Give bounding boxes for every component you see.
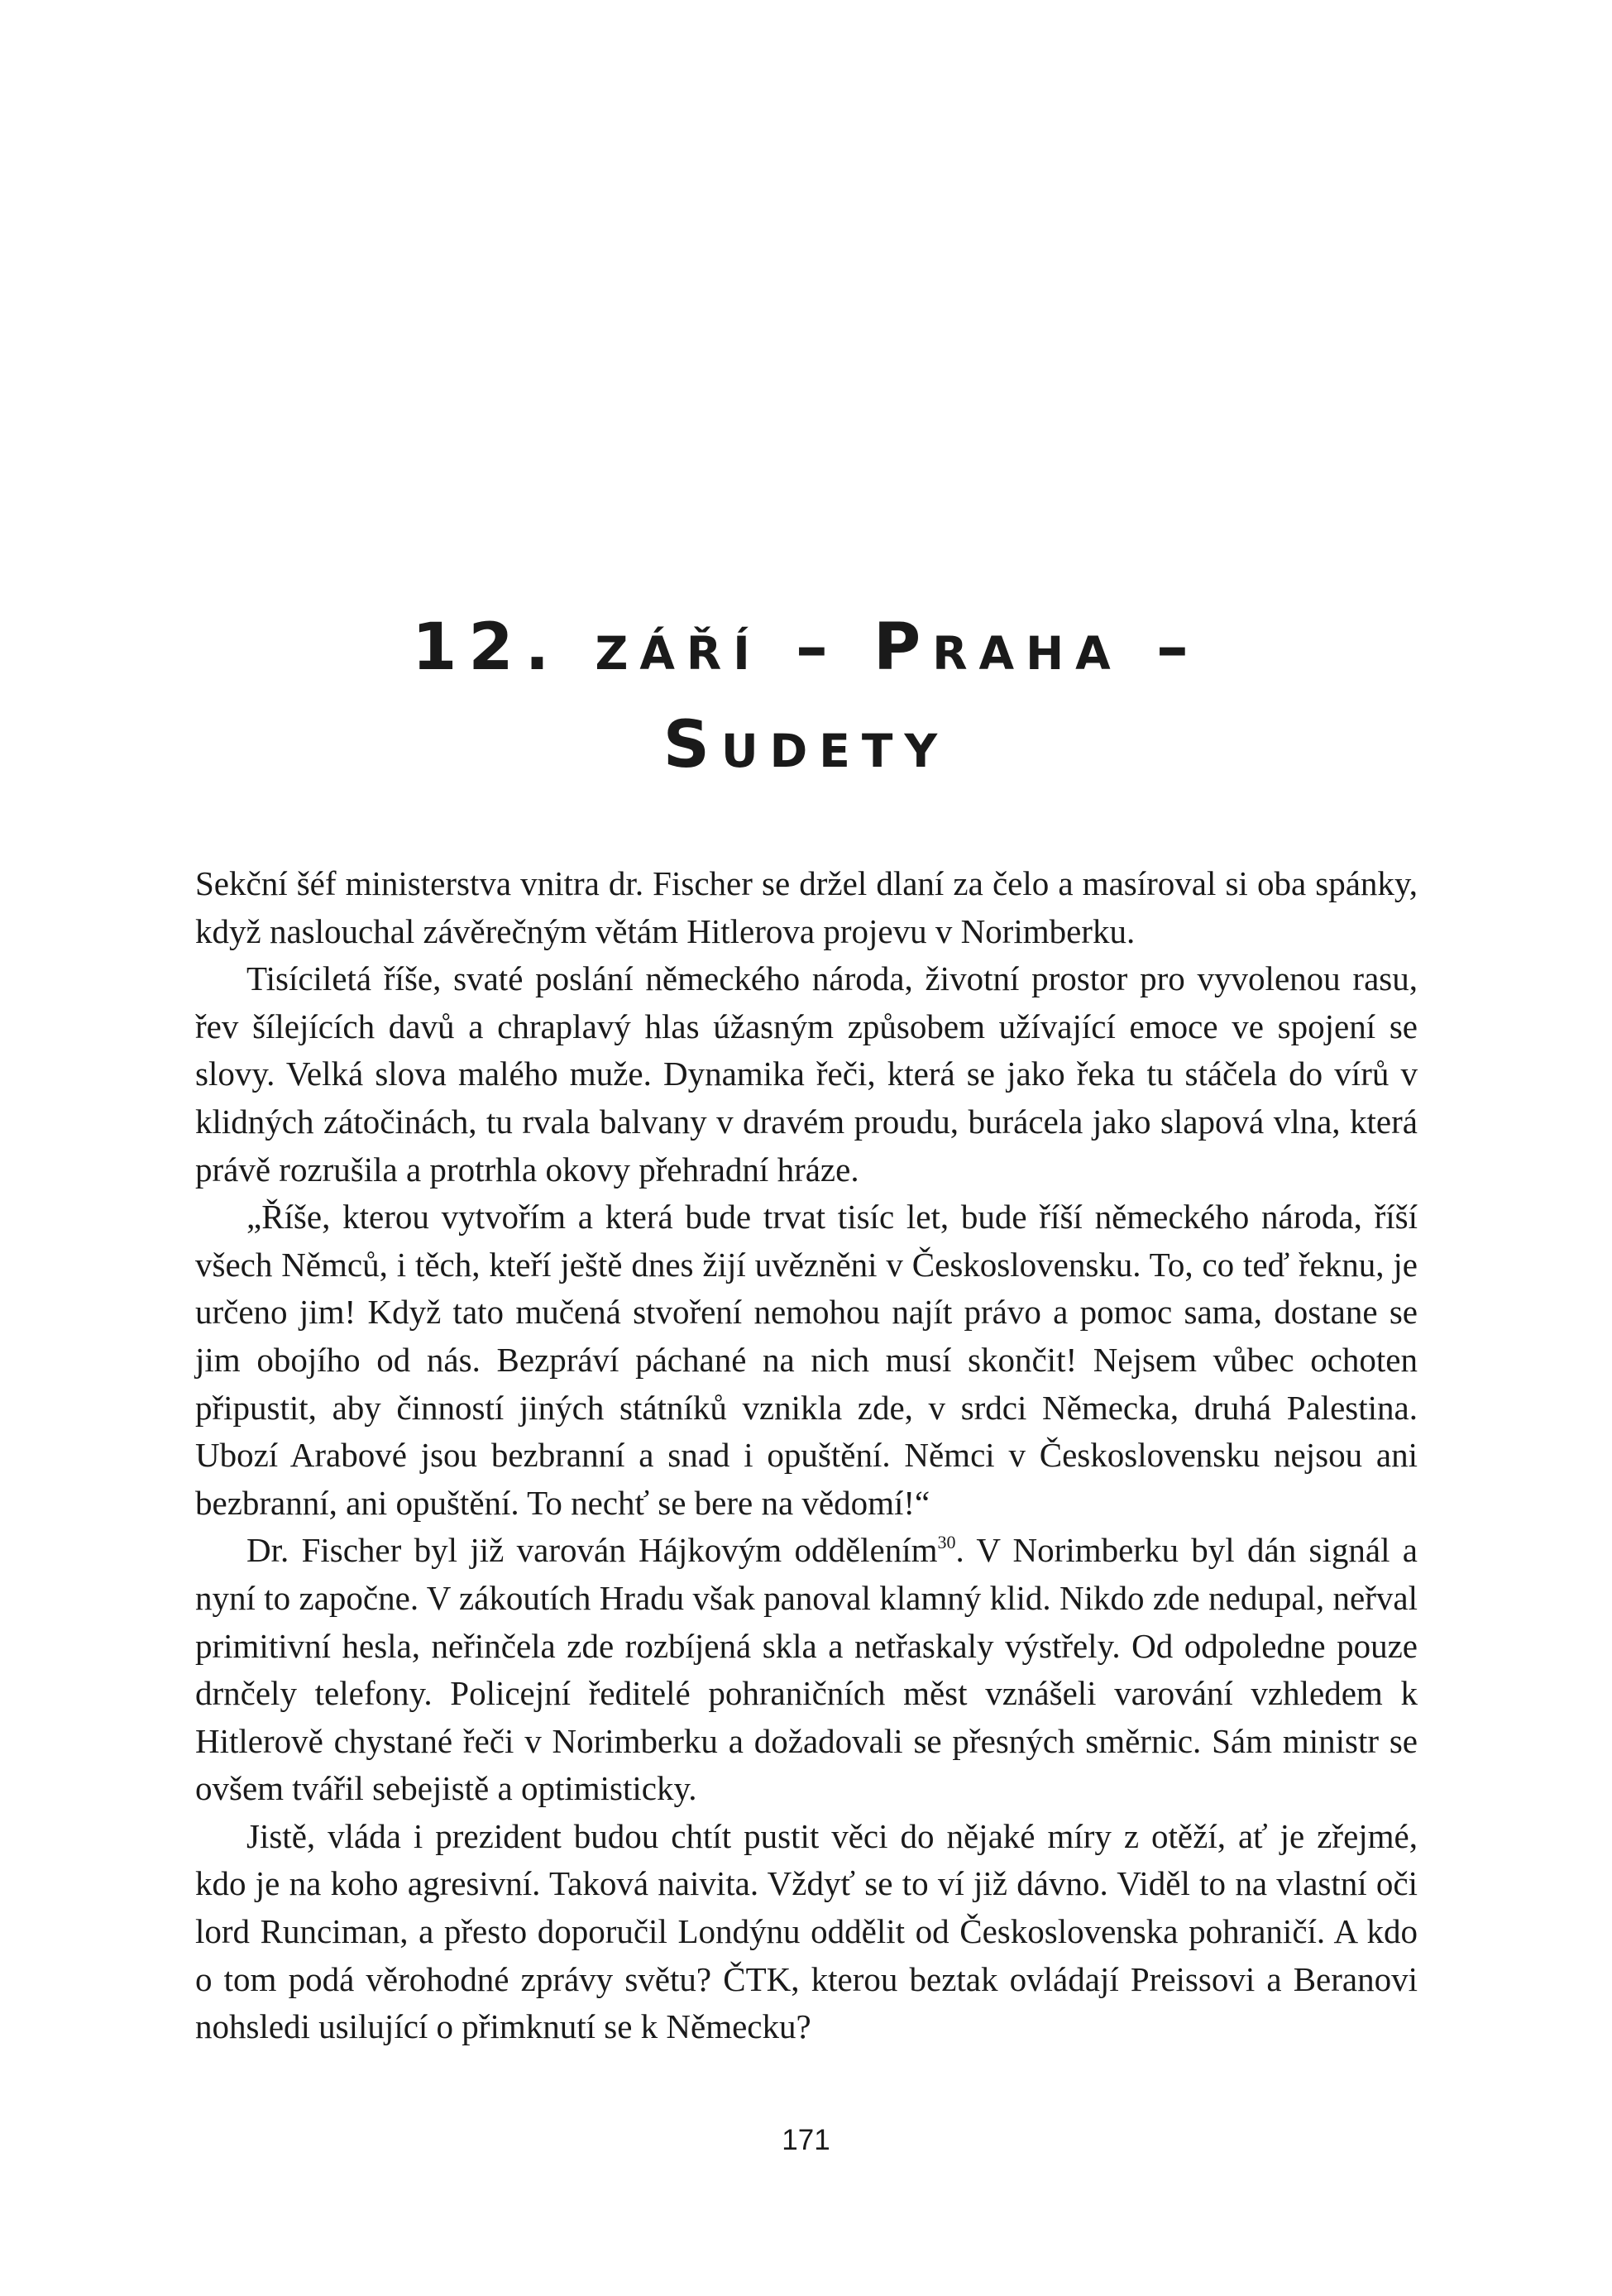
paragraph-1: Sekční šéf ministerstva vnitra dr. Fischer se držel dlaní za čelo a masíroval si oba spánky, když naslouchal závěrečným větám Hitlerova projevu v Norimberku.: [195, 864, 1418, 950]
footnote-reference[interactable]: 30: [937, 1532, 956, 1553]
chapter-title-line-2: Sudety: [662, 708, 950, 783]
chapter-title: [0, 599, 1612, 794]
paragraph-5: Jistě, vláda i prezident budou chtít pustit věci do nějaké míry z otěží, ať je zřejmé, kdo je na koho agresivní. Taková naivita. Vždyť se to ví již dávno. Viděl to na vlastní oči lord Runciman, a přesto doporučil Londýnu oddělit od Československa pohraničí. A kdo o tom podá věrohodné zprávy světu? ČTK, kterou beztak ovládají Preissovi a Beranovi nohsledi usilující o přimknutí se k Německu?: [195, 1816, 1418, 2046]
paragraph-2: Tisíciletá říše, svaté poslání německého národa, životní prostor pro vyvolenou rasu, řev šílejících davů a chraplavý hlas úžasným způsobem užívající emoce ve spojení se slovy. Velká slova malého muže. Dynamika řeči, která se jako řeka tu stáčela do vírů v klidných zátočinách, tu rvala balvany v dravém proudu, burácela jako slapová vlna, která právě rozrušila a protrhla okovy přehradní hráze.: [195, 959, 1418, 1189]
paragraph-4-text-before: Dr. Fischer byl již varován Hájkovým oddělením: [246, 1531, 938, 1570]
chapter-body: [195, 860, 1418, 2051]
page-number: 171: [782, 2124, 830, 2156]
paragraph-4-text-after: . V Norimberku byl dán signál a nyní to započne. V zákoutích Hradu však panoval klamný klid. Nikdo zde nedupal, neřval primitivní hesla, neřinčela zde rozbíjená skla a netřaskaly výstřely. Od odpoledne pouze drnčely telefony. Policejní ředitelé pohraničních měst vznášeli varování vzhledem k Hitlerově chystané řeči v Norimberku a dožadovali se přesných směrnic. Sám ministr se ovšem tvářil sebejistě a optimisticky.: [195, 1531, 1418, 1808]
paragraph-4: [195, 1527, 1418, 1813]
paragraph-3-hitler-quote: „Říše, kterou vytvořím a která bude trvat tisíc let, bude říší německého národa, říší všech Němců, i těch, kteří ještě dnes žijí uvězněni v Československu. To, co teď řeknu, je určeno jim! Když tato mučená stvoření nemohou najít právo a pomoc sama, dostane se jim obojího od nás. Bezpráví páchané na nich musí skončit! Nejsem vůbec ochoten připustit, aby činností jiných státníků vznikla zde, v srdci Německa, druhá Palestina. Ubozí Arabové jsou bezbranní a snad i opuštění. Němci v Československu nejsou ani bezbranní, ani opuštění. To nechť se bere na vědomí!“: [195, 1198, 1418, 1522]
chapter-title-line-1: 12. září – Praha –: [412, 610, 1200, 686]
